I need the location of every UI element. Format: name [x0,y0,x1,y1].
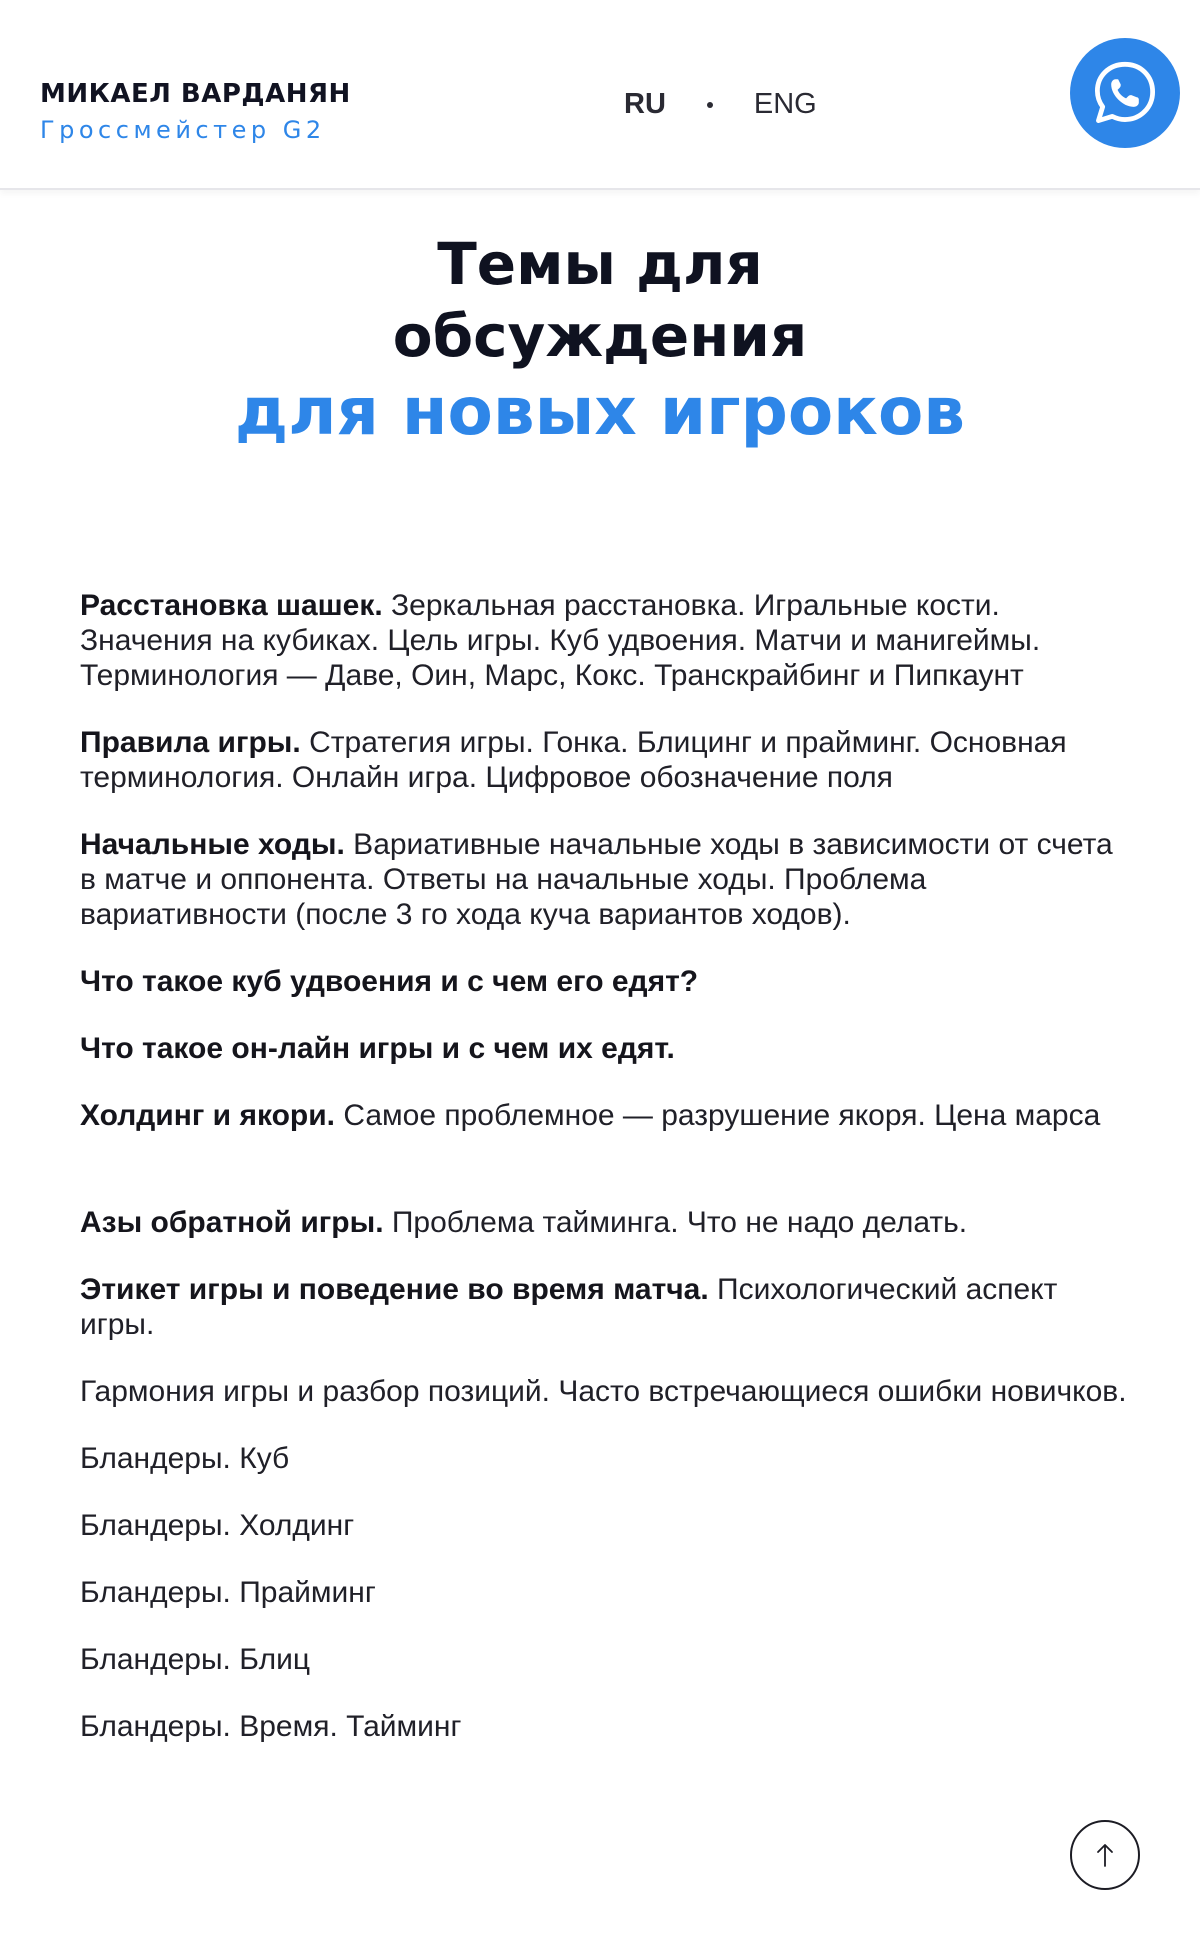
topic-text: Проблема тайминга. Что не надо делать. [383,1206,968,1239]
topic-item [80,964,1130,999]
topic-text: Бландеры. Куб [80,1442,290,1475]
topic-item [80,1205,1130,1240]
topic-text: Бландеры. Время. Тайминг [80,1710,462,1743]
topic-item [80,1575,1130,1610]
topic-item [80,827,1130,932]
topic-text: Бландеры. Прайминг [80,1576,376,1609]
topic-text: Зеркальная расстановка. Игральные кости. Значения на кубиках. Цель игры. Куб удвоения. Матчи и манигеймы. Терминология — Даве, Оин, Марс, Кокс. Транскрайбинг и Пипкаунт [80,589,1041,692]
topic-item [80,1441,1130,1476]
topic-heading: Холдинг и якори. [80,1099,336,1132]
topic-heading: Расстановка шашек. [80,589,383,622]
topic-heading: Азы обратной игры. [80,1206,384,1239]
topic-heading: Этикет игры и поведение во время матча. [80,1273,709,1306]
topic-item [80,588,1130,693]
page-title-line2: обсуждения [392,302,808,370]
topic-item [80,1642,1130,1677]
topic-item [80,1709,1130,1744]
lang-eng-link[interactable]: ENG [753,88,817,120]
brand[interactable] [40,78,351,146]
topic-heading: Правила игры. [80,726,301,759]
topic-text: Самое проблемное — разрушение якоря. Цена марса [335,1099,1101,1132]
topic-item [80,1272,1130,1342]
lang-separator [707,102,713,108]
whatsapp-icon [1091,59,1159,127]
language-switcher [624,88,817,121]
topic-text: Бландеры. Холдинг [80,1509,355,1542]
topic-text: Стратегия игры. Гонка. Блицинг и прайминг. Основная терминология. Онлайн игра. Цифровое обозначение поля [80,726,1067,794]
lang-ru-link[interactable]: RU [624,88,666,120]
topic-item [80,1374,1130,1409]
topic-text: Вариативные начальные ходы в зависимости от счета в матче и оппонента. Ответы на начальные ходы. Проблема вариативности (после 3 го хода куча вариантов ходов). [80,828,1113,931]
topic-item [80,725,1130,795]
topic-item [80,1508,1130,1543]
topic-item [80,1098,1130,1133]
topic-heading: Что такое куб удвоения и с чем его едят? [80,965,699,998]
brand-subtitle: Гроссмейстер G2 [40,116,326,144]
topic-text: Бландеры. Блиц [80,1643,311,1676]
scroll-to-top-button[interactable] [1070,1820,1140,1890]
topic-item [80,1031,1130,1066]
arrow-up-icon [1094,1842,1116,1868]
page-title-line1: Темы для [437,230,763,298]
whatsapp-button[interactable] [1070,38,1180,148]
topic-text: Психологический аспект игры. [80,1273,1058,1341]
page-title [0,228,1200,452]
page-title-highlight: для новых игроков [234,373,966,450]
brand-name: МИКАЕЛ ВАРДАНЯН [40,79,351,109]
topic-heading: Что такое он-лайн игры и с чем их едят. [80,1032,675,1065]
topics-list [80,588,1130,1744]
topic-heading: Начальные ходы. [80,828,345,861]
topic-text: Гармония игры и разбор позиций. Часто встречающиеся ошибки новичков. [80,1375,1127,1408]
site-header [0,0,1200,190]
